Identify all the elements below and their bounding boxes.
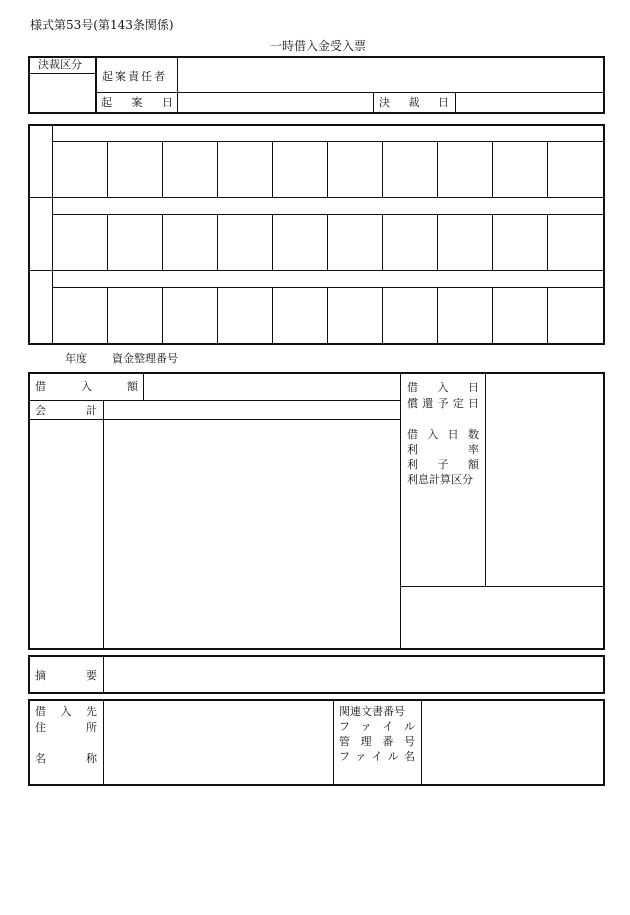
lender-label: 借 入 先	[35, 705, 97, 718]
redemption-date-label: 償 還 予 定 日	[407, 397, 479, 410]
borrowing-days-label: 借 入 日 数	[407, 428, 479, 441]
interest-rate-label: 利 率	[407, 443, 479, 456]
fiscal-year-label: 年度	[65, 352, 87, 365]
drafter-label: 起案責任者	[102, 70, 167, 83]
borrowing-amount-label: 借 入 額	[35, 380, 138, 393]
stamp-grid	[28, 124, 605, 345]
draft-date-field[interactable]	[179, 94, 372, 112]
file-label: フ ァ イ ル	[339, 720, 415, 733]
borrowing-info-field[interactable]	[487, 374, 603, 585]
accounting-field[interactable]	[105, 402, 399, 418]
interest-amount-label: 利 子 額	[407, 458, 479, 471]
name-label: 名 称	[35, 752, 97, 765]
summary-field[interactable]	[105, 657, 603, 692]
accounting-label: 会 計	[35, 404, 97, 417]
accounting-detail-field[interactable]	[105, 421, 399, 648]
decision-date-field[interactable]	[457, 94, 603, 112]
borrowing-amount-field[interactable]	[145, 374, 399, 399]
drafter-field[interactable]	[179, 58, 603, 91]
interest-calc-label: 利息計算区分	[407, 473, 473, 486]
management-number-label: 管 理 番 号	[339, 735, 415, 748]
form-number: 様式第53号(第143条関係)	[30, 18, 174, 32]
address-label: 住 所	[35, 721, 97, 734]
lender-field[interactable]	[105, 701, 332, 784]
fund-number-label: 資金整理番号	[112, 352, 178, 365]
form-title: 一時借入金受入票	[270, 39, 367, 53]
lower-right-field[interactable]	[402, 588, 603, 648]
related-doc-number-label: 関連文書番号	[339, 705, 405, 718]
file-name-label: フ ァ イ ル 名	[339, 750, 415, 763]
related-doc-field[interactable]	[423, 701, 603, 784]
summary-label: 摘 要	[35, 669, 97, 682]
borrowing-date-label: 借 入 日	[407, 381, 479, 394]
draft-date-label: 起 案 日	[101, 96, 173, 109]
decision-date-label: 決 裁 日	[379, 96, 449, 109]
decision-category-label: 決裁区分	[38, 58, 82, 71]
